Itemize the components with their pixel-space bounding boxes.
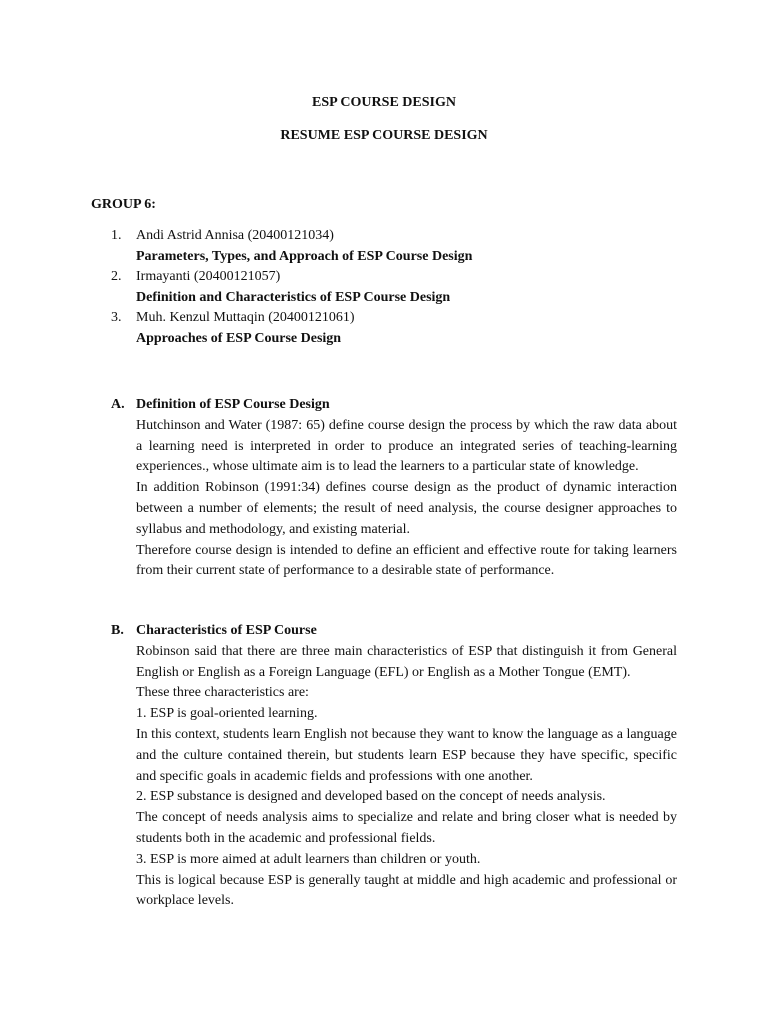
member-topic: Approaches of ESP Course Design <box>136 330 342 346</box>
member-number: 3. <box>111 310 122 325</box>
section-definition <box>111 395 677 582</box>
section-heading <box>111 395 677 416</box>
paragraph: 2. ESP substance is designed and developed based on the concept of needs analysis. <box>136 789 606 805</box>
section-letter: B. <box>111 623 124 638</box>
member-name: Muh. Kenzul Muttaqin (20400121061) <box>136 310 355 325</box>
paragraph: Robinson said that there are three main characteristics of ESP that distinguish it from General English or English as a Foreign Language (EFL) or English as a Mother Tongue (EMT). <box>136 643 677 680</box>
document-title: ESP COURSE DESIGN <box>312 95 456 110</box>
member-topic: Parameters, Types, and Approach of ESP Course Design <box>136 248 473 264</box>
section-body <box>136 642 677 912</box>
member-item <box>111 267 671 308</box>
section-heading-text: Characteristics of ESP Course <box>136 623 317 638</box>
member-topic: Definition and Characteristics of ESP Course Design <box>136 289 451 305</box>
document-subtitle: RESUME ESP COURSE DESIGN <box>280 128 488 143</box>
section-body <box>136 416 677 582</box>
section-heading <box>111 621 677 642</box>
member-name: Andi Astrid Annisa (20400121034) <box>136 228 334 243</box>
paragraph: This is logical because ESP is generally taught at middle and high academic and professional or workplace levels. <box>136 872 677 909</box>
paragraph: In addition Robinson (1991:34) defines course design as the product of dynamic interaction between a number of elements; the result of need analysis, the course designer approaches to syllabus and methodology, and existing material. <box>136 480 677 537</box>
paragraph: Hutchinson and Water (1987: 65) define course design the process by which the raw data about a learning need is interpreted in order to produce an integrated series of teaching-learning experiences., whose ultimate aim is to lead the learners to a particular state of knowledge. <box>136 417 677 475</box>
member-name: Irmayanti (20400121057) <box>136 269 281 284</box>
member-item <box>111 226 671 267</box>
member-number: 2. <box>111 269 122 284</box>
section-heading-text: Definition of ESP Course Design <box>136 397 330 412</box>
group-label: GROUP 6: <box>91 197 156 212</box>
member-list <box>111 226 671 349</box>
paragraph: 1. ESP is goal-oriented learning. <box>136 706 318 722</box>
paragraph: Therefore course design is intended to define an efficient and effective route for taking learners from their current state of performance to a desirable state of performance. <box>136 542 677 579</box>
paragraph: In this context, students learn English not because they want to know the language as a language and the culture contained therein, but students learn ESP because they have specific, specific and specific goals in academic fields and professions with one another. <box>136 726 677 784</box>
member-item <box>111 308 671 349</box>
paragraph: The concept of needs analysis aims to specialize and relate and bring closer what is needed by students both in the academic and professional fields. <box>136 810 677 846</box>
member-number: 1. <box>111 228 122 243</box>
paragraph: 3. ESP is more aimed at adult learners than children or youth. <box>136 851 481 867</box>
section-characteristics <box>111 621 677 912</box>
paragraph: These three characteristics are: <box>136 685 309 701</box>
section-letter: A. <box>111 397 125 412</box>
